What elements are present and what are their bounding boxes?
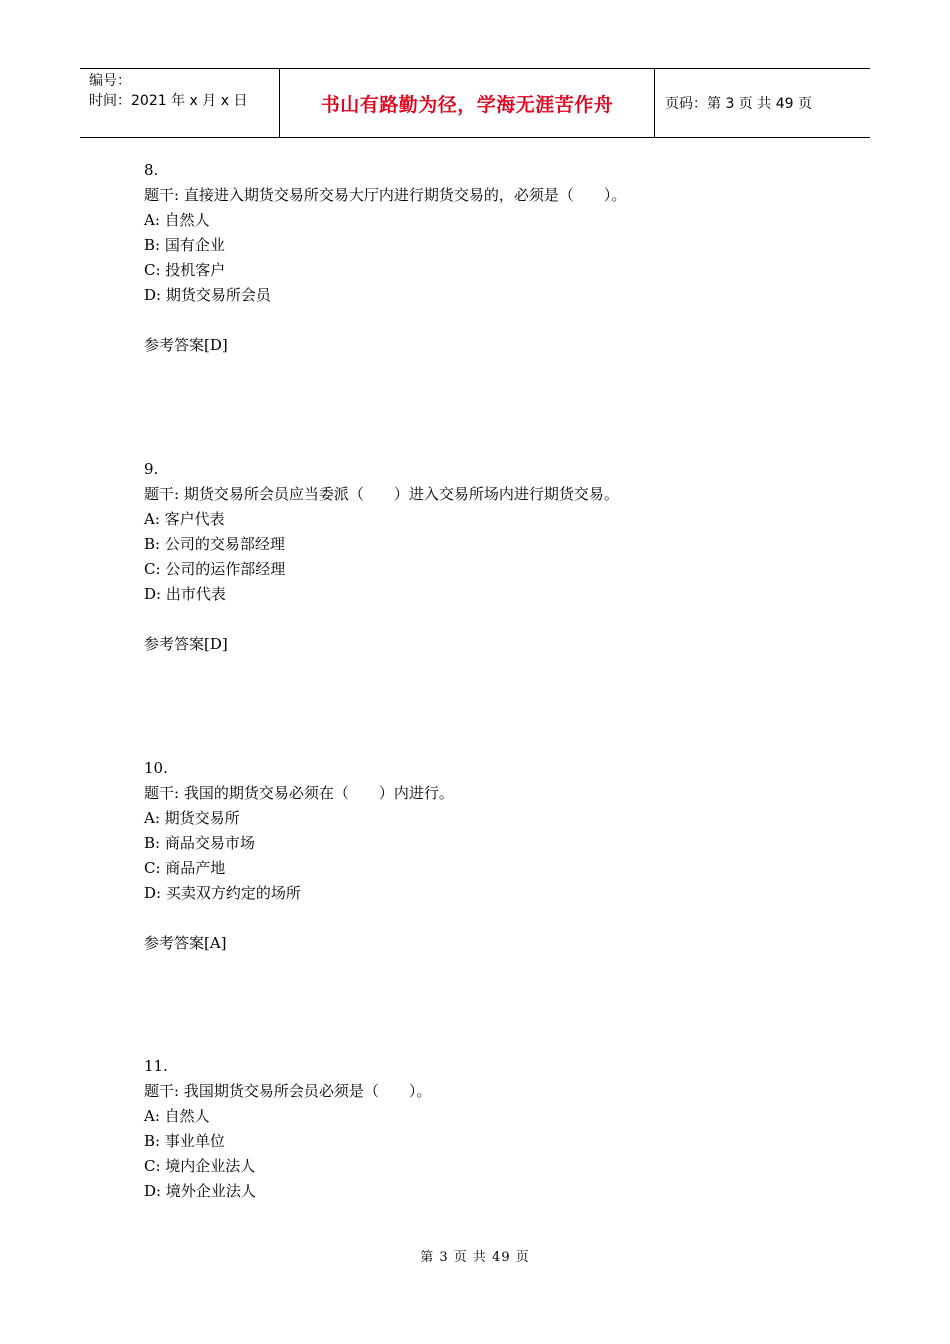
option-b: B: 公司的交易部经理 <box>144 535 285 553</box>
serial-label: 编号： <box>89 73 131 89</box>
question-number: 11. <box>144 1057 168 1075</box>
option-b: B: 事业单位 <box>144 1132 225 1150</box>
date-line: 时间：2021 年 x 月 x 日 <box>89 93 248 109</box>
option-a: A: 期货交易所 <box>144 809 240 827</box>
page-header <box>80 68 870 138</box>
question-stem: 题干: 直接进入期货交易所交易大厅内进行期货交易的，必须是（ ）。 <box>144 186 627 204</box>
option-a: A: 自然人 <box>144 211 210 229</box>
option-b: B: 国有企业 <box>144 236 225 254</box>
option-c: C: 商品产地 <box>144 859 226 877</box>
reference-answer: 参考答案[D] <box>144 635 228 653</box>
question-stem: 题干: 我国期货交易所会员必须是（ ）。 <box>144 1082 432 1100</box>
option-d: D: 境外企业法人 <box>144 1182 256 1200</box>
option-d: D: 期货交易所会员 <box>144 286 271 304</box>
header-motto: 书山有路勤为径，学海无涯苦作舟 <box>280 69 655 137</box>
question-stem: 题干: 期货交易所会员应当委派（ ）进入交易所场内进行期货交易。 <box>144 485 619 503</box>
header-page-info: 页码：第 3 页 共 49 页 <box>665 96 812 112</box>
option-c: C: 境内企业法人 <box>144 1157 256 1175</box>
option-a: A: 自然人 <box>144 1107 210 1125</box>
question-11 <box>144 1054 431 1204</box>
option-d: D: 出市代表 <box>144 585 226 603</box>
question-number: 9. <box>144 460 159 478</box>
header-meta <box>80 69 280 137</box>
question-number: 10. <box>144 759 168 777</box>
option-c: C: 公司的运作部经理 <box>144 560 286 578</box>
reference-answer: 参考答案[A] <box>144 934 227 952</box>
question-8 <box>144 158 626 358</box>
question-9 <box>144 457 619 657</box>
option-b: B: 商品交易市场 <box>144 834 255 852</box>
question-stem: 题干: 我国的期货交易必须在（ ）内进行。 <box>144 784 454 802</box>
page-footer: 第 3 页 共 49 页 <box>420 1250 530 1265</box>
reference-answer: 参考答案[D] <box>144 336 228 354</box>
option-d: D: 买卖双方约定的场所 <box>144 884 301 902</box>
option-a: A: 客户代表 <box>144 510 225 528</box>
question-10 <box>144 756 454 956</box>
question-number: 8. <box>144 161 159 179</box>
option-c: C: 投机客户 <box>144 261 226 279</box>
